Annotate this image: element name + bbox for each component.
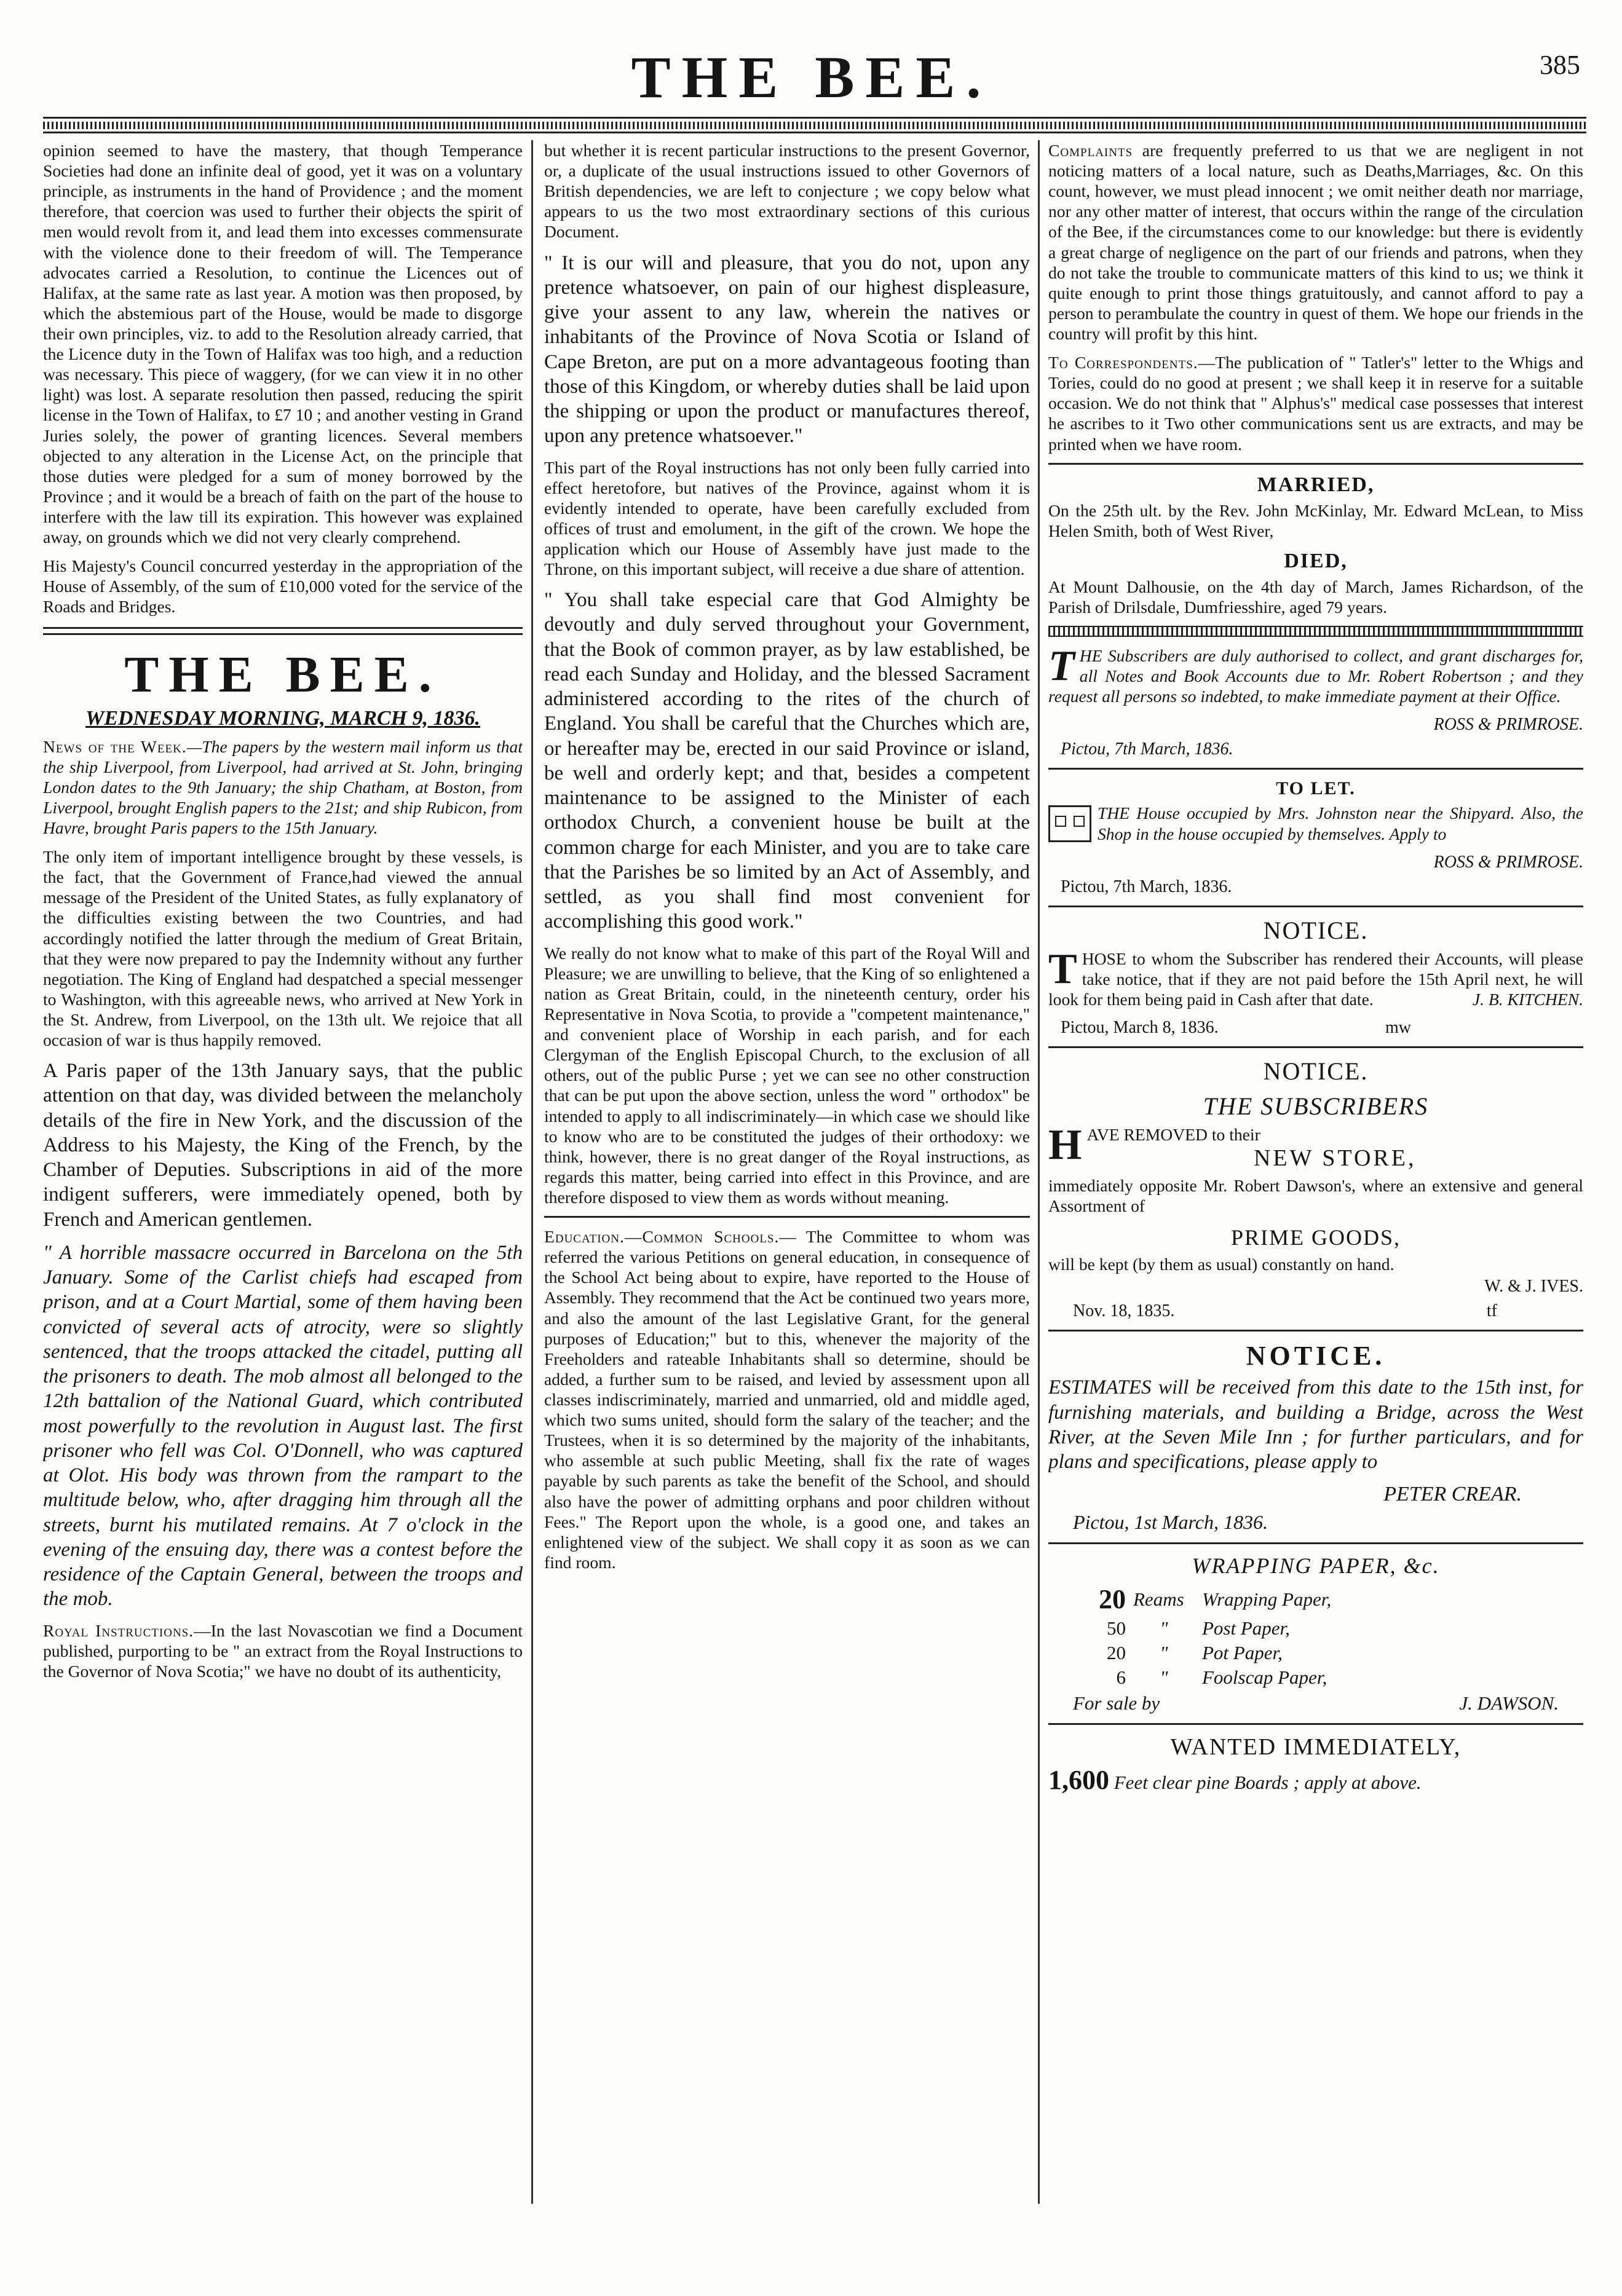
article-heading: News of the Week. [43, 736, 187, 756]
column-3 [1048, 140, 1583, 2204]
advertisement-date: Pictou, March 8, 1836. [1061, 1017, 1219, 1037]
goods-line: PRIME GOODS, [1230, 1225, 1401, 1250]
advertisement-text: THE House occupied by Mrs. Johnston near the Shipyard. Also, the Shop in the house occupied by themselves. Apply to [1098, 803, 1583, 843]
list-item [1048, 1641, 1583, 1665]
signature: ROSS & PRIMROSE. [1433, 715, 1583, 735]
article-paragraph [43, 1620, 523, 1681]
advertisement [1048, 642, 1583, 706]
advertisement-dateline [1061, 1018, 1583, 1038]
signature: W. & J. IVES. [1484, 1277, 1583, 1296]
died-notice: At Mount Dalhousie, on the 4th day of March, James Richardson, of the Parish of Drilsdale, Dumfriesshire, aged 79 years. [1048, 577, 1583, 617]
house-icon [1048, 805, 1091, 842]
advertisement-date: Pictou, 7th March, 1836. [1061, 740, 1233, 759]
advertisement [1048, 803, 1583, 843]
unit: Reams [1133, 1588, 1184, 1610]
died-heading: DIED, [1284, 549, 1348, 572]
notice-heading: NOTICE. [1263, 1057, 1369, 1085]
drop-cap: T [1048, 642, 1075, 690]
article-paragraph: We really do not know what to make of this part of the Royal Will and Pleasure; we are unwilling to believe, that the King of so enlightened a nation as Great Britain, could, in the nineteenth century, order his Representative in Nova Scotia, to provide a "competent maintenance," and convenient place of Worship in each parish, and for each Clergyman of the English Episcopal Church, to the exclusion of all others, out of the public Purse ; yet we can see no other construction that can be put upon the above section, unless the word " orthodox" be intended to apply to all indiscriminately—in which case we should like to know who are to be constituted the judges of their orthodoxy: we think, however, there is no great danger of the Royal instructions, as regards this matter, being carried into effect in this Province, and are therefore disposed to view them as words without meaning. [544, 943, 1030, 1207]
masthead-rule-bottom [43, 122, 1586, 129]
advertisement-date: Pictou, 7th March, 1836. [1061, 877, 1232, 896]
column-divider [1038, 140, 1040, 2204]
wrapping-heading: WRAPPING PAPER, &c. [1192, 1553, 1440, 1579]
item: Foolscap Paper, [1202, 1667, 1327, 1689]
sale-line [1073, 1692, 1559, 1714]
married-heading: MARRIED, [1257, 473, 1375, 496]
advertisement-date: Nov. 18, 1835. [1073, 1301, 1175, 1321]
dateline: WEDNESDAY MORNING, MARCH 9, 1836. [85, 706, 481, 730]
quantity: 6 [1116, 1667, 1126, 1689]
column-1 [43, 140, 523, 2204]
quantity: 20 [1107, 1642, 1126, 1664]
article-text: are frequently preferred to us that we are negligent in not noticing matters of a local nature, such as Deaths,Marriages, &c. On this count, however, we must plead innocent ; we omit neither death nor marriage, nor any other matter of interest, that occurs within the range of the circulation of the Bee, if the circumstances come to our knowledge: but there is evidently a great charge of negligence on the part of our friends and patrons, when they do not take the trouble to communicate matters of this kind to us; we think it quite enough to print those things gratuitously, and cannot afford to pay a person to perambulate the country in quest of them. We hope our friends in the country will profit by this hint. [1048, 141, 1583, 343]
wrapping-paper-list [1048, 1582, 1583, 1690]
article-heading: To Correspondents. [1048, 353, 1198, 373]
article-heading: Royal Instructions. [43, 1620, 194, 1640]
list-item [1048, 1582, 1583, 1616]
newspaper-title: THE BEE. [631, 44, 992, 110]
item: Wrapping Paper, [1202, 1588, 1332, 1610]
article-paragraph: A Paris paper of the 13th January says, that the public attention on that day, was divided between the melancholy details of the fire in New York, and the discussion of the Address to his Majesty, the King of the French, by the Chamber of Deputies. Subscriptions in aid of the more indigent sufferers, were immediately opened, both by French and American gentlemen. [43, 1060, 523, 1231]
article-heading: Education.—Common Schools. [544, 1227, 780, 1247]
column-2 [544, 140, 1030, 2204]
article-paragraph: His Majesty's Council concurred yesterday in the appropriation of the House of Assembly, of the sum of £10,000 voted for the service of the Roads and Bridges. [43, 556, 523, 617]
list-item [1048, 1665, 1583, 1690]
signature: J. DAWSON. [1459, 1692, 1559, 1714]
divider [1048, 768, 1583, 770]
advertisement-text: will be kept (by them as usual) constantly on hand. [1048, 1255, 1395, 1274]
divider [1048, 905, 1583, 907]
unit: " [1160, 1642, 1168, 1664]
divider [1048, 1723, 1583, 1725]
notice-subheading: THE SUBSCRIBERS [1203, 1092, 1429, 1120]
advertisement-text: HOSE to whom the Subscriber has rendered their Accounts, will please take notice, that if they are not paid before the 15th April next, he will look for them being paid in Cash after that date. [1048, 949, 1583, 1009]
masthead-rule-base [43, 132, 1586, 133]
article-paragraph [1048, 352, 1583, 454]
store-name: NEW STORE, [1253, 1145, 1417, 1172]
page-number: 385 [1540, 50, 1580, 80]
divider [1048, 1542, 1583, 1544]
notice-heading: NOTICE. [1246, 1341, 1386, 1371]
column-divider [531, 140, 533, 2204]
drop-cap: T [1048, 945, 1077, 993]
advertisement-text: HE Subscribers are duly authorised to collect, and grant discharges for, all Notes and Book Accounts due to Mr. Robert Robertson ; and they request all persons so indebted, to make immediate payment at their Office. [1048, 646, 1583, 706]
list-item [1048, 1616, 1583, 1641]
article-text: —The publication of " Tatler's" letter to the Whigs and Tories, could do no good at present ; we shall keep it in reserve for a suitable occasion. We do not think that " Alphus's" medical case possesses that interest he ascribes to it Two other communications sent us are extracts, and may be printed when we have room. [1048, 353, 1583, 454]
advertisement-text: Feet clear pine Boards ; apply at above. [1114, 1772, 1422, 1794]
advertisement-text: ESTIMATES will be received from this date to the 15th inst, for furnishing materials, and building a Bridge, across the West River, at the Seven Mile Inn ; for further particulars, and for plans and specifications, please apply to [1048, 1376, 1583, 1473]
article-text: — The Committee to whom was referred the various Petitions on general education, in consequence of the School Act being about to expire, have reported to the House of Assembly. They recommend that the Act be continued two years more, and also the amount of the last Legislative Grant, for the general purposes of Education;" but to this, whenever the majority of the Freeholders and rateable Inhabitants shall so determine, should be added, a further sum to be raised, and levied by assessment upon all classes indiscriminately, married and unmarried, old and middle aged, which two sums united, should form the salary of the teacher; and the Trustees, when it is so determined by the majority of the inhabitants, who assemble at such public Meeting, shall fix the rate of wages payable by such parents as take the benefit of the School, and should also have the power of admitting orphans and poor children without Fees." The Report upon the whole, is a good one, and takes an enlightened view of the subject. We shall copy it as soon as we can find room. [544, 1227, 1030, 1572]
advertisement-text: immediately opposite Mr. Robert Dawson's, where an extensive and general Assortment of [1048, 1176, 1583, 1216]
wanted-heading: WANTED IMMEDIATELY, [1170, 1734, 1462, 1761]
signature: PETER CREAR. [1383, 1483, 1522, 1506]
advertisement [1048, 1764, 1583, 1797]
quantity: 1,600 [1048, 1765, 1109, 1796]
section-title: THE BEE. [124, 645, 441, 703]
advertisement-dateline [1073, 1301, 1583, 1321]
divider [1048, 1046, 1583, 1048]
quantity: 20 [1099, 1584, 1126, 1615]
article-heading: Complaints [1048, 141, 1133, 160]
article-paragraph: The only item of important intelligence brought by these vessels, is the fact, that the Government of France,had viewed the annual message of the President of the United States, as fully explanatory of the difficulties existing between the two Countries, and had accordingly notified the latter through the medium of Great Britain, that they were now prepared to pay the Indemnity without any further negotiation. The King of England had despatched a special messenger to Washington, with this agreeable news, who arrived at New York in the St. Andrew, from Liverpool, on the 13th ult. We rejoice that all occasion of war is thus happily removed. [43, 847, 523, 1050]
sale-text: For sale by [1073, 1692, 1160, 1714]
quoted-instruction: " You shall take especial care that God Almighty be devoutly and duly served throughout your Government, that the Book of common prayer, as by law established, be read each Sunday and Holiday, and the blessed Sacrament administered according to the rites of the church of England. You shall be careful that the Churches which are, or hereafter may be, erected in our said Province or island, be well and orderly kept; and that, besides a competent maintenance to be assigned to the Minister of each orthodox Church, a convenient house be built at the common charge for each Minister, and you are to take care that the Parishes be so limited by an Act of Assembly, and settled, as you shall find most convenient for accomplishing this good work." [544, 589, 1030, 933]
article-paragraph [43, 736, 523, 838]
unit: " [1160, 1667, 1168, 1689]
article-paragraph: This part of the Royal instructions has not only been fully carried into effect heretofore, but natives of the Province, against whom it is evidently intended to operate, have been carefully excluded from offices of trust and emolument, in the gift of the crown. We hope the application which our House of Assembly have just made to the Throne, on this important subject, will receive a due share of attention. [544, 457, 1030, 579]
divider [544, 1216, 1030, 1218]
article-paragraph: but whether it is recent particular instructions to the present Governor, or, a duplicate of the usual instructions issued to other Governors of British dependencies, we are left to conjecture ; we copy below what appears to us the two most extraordinary sections of this curious Document. [544, 141, 1030, 242]
divider [1048, 1330, 1583, 1331]
article-paragraph: opinion seemed to have the mastery, that though Temperance Societies had done an infinite deal of good, yet it was on a voluntary principle, as instruments in the hand of Providence ; and the moment therefore, that coercion was used to further their objects the spirit of men would revolt from it, and lead them into excesses commensurate with the violence done to their freedom of will. The Temperance advocates carried a Resolution, to continue the Licences out of Halifax, at the same rate as last year. A motion was then proposed, by which the abstemious part of the House, would be made to disgorge their own principles, viz. to add to the Resolution already carried, that the Licence duty in the Town of Halifax was too high, and a reduction was necessary. This piece of waggery, (for we can view it in no other light) was lost. A separate resolution then passed, reducing the spirit license in the Town of Halifax, to £7 10 ; and another vesting in Grand Juries solely, the power of granting licences. Several members objected to any alteration in the License Act, on the principle that those duties were pledged for a sum of money borrowed by the Province ; and it would be a breach of faith on the part of the house to interfere with the law till its expiration. This however was explained away, on grounds which we did not very clearly comprehend. [43, 141, 523, 547]
divider [43, 627, 523, 635]
masthead-rule-top [43, 117, 1586, 119]
divider [1048, 626, 1583, 637]
advertisement-text: AVE REMOVED to their [1086, 1124, 1260, 1144]
signature: J. B. KITCHEN. [1472, 989, 1583, 1009]
unit: " [1160, 1617, 1168, 1639]
advertisement-date: Pictou, 1st March, 1836. [1073, 1511, 1268, 1534]
advertisement [1048, 945, 1583, 1009]
article-text: —In the last Novascotian we find a Document published, purporting to be " an extract from the Royal Instructions to the Governor of Nova Scotia;" we have no doubt of its authenticity, [43, 1620, 523, 1681]
tolet-heading: TO LET. [1276, 778, 1356, 799]
article-paragraph [544, 1226, 1030, 1572]
item: Post Paper, [1202, 1617, 1290, 1639]
drop-cap: H [1048, 1121, 1082, 1169]
insertion-mark: mw [1385, 1017, 1411, 1037]
notice-heading: NOTICE. [1263, 916, 1369, 944]
article-paragraph: " A horrible massacre occurred in Barcelona on the 5th January. Some of the Carlist chiefs had escaped from prison, and at a Court Martial, some of them having been convicted of several acts of atrocity, were so slightly sentenced, that the troops attacked the citadel, putting all the prisoners to death. The mob almost all belonged to the 12th battalion of the National Guard, which contributed most powerfully to the revolution in August last. The first prisoner who fell was Col. O'Donnell, who was captured at Olot. His body was thrown from the rampart to the multitude below, who, after dragging him through all the streets, burnt his mutilated remains. At 7 o'clock in the evening of the ensuing day, there was a contest before the residence of the Captain General, between the troops and the mob. [43, 1241, 523, 1611]
quantity: 50 [1107, 1617, 1126, 1639]
insertion-mark: tf [1486, 1301, 1497, 1321]
signature: ROSS & PRIMROSE. [1433, 852, 1583, 872]
item: Pot Paper, [1202, 1642, 1283, 1664]
article-text: —The papers by the western mail inform us that the ship Liverpool, from Liverpool, had arrived at St. John, bringing London dates to the 9th January; the ship Chatham, at Boston, from Liverpool, brought English papers to the 21st; and ship Rubicon, from Havre, brought Paris papers to the 15th January. [43, 736, 523, 837]
divider [1048, 463, 1583, 465]
married-notice: On the 25th ult. by the Rev. John McKinlay, Mr. Edward McLean, to Miss Helen Smith, both of West River, [1048, 500, 1583, 540]
article-paragraph [1048, 140, 1583, 344]
quoted-instruction: " It is our will and pleasure, that you do not, upon any pretence whatsoever, on pain of our highest displeasure, give your assent to any law, wherein the natives or inhabitants of the Province of Nova Scotia or Island of Cape Breton, are put on a more advantageous footing than those of this Kingdom, or whereby duties shall be laid upon the shipping or upon the product or manufactures thereof, upon any pretence whatsoever." [544, 251, 1030, 448]
